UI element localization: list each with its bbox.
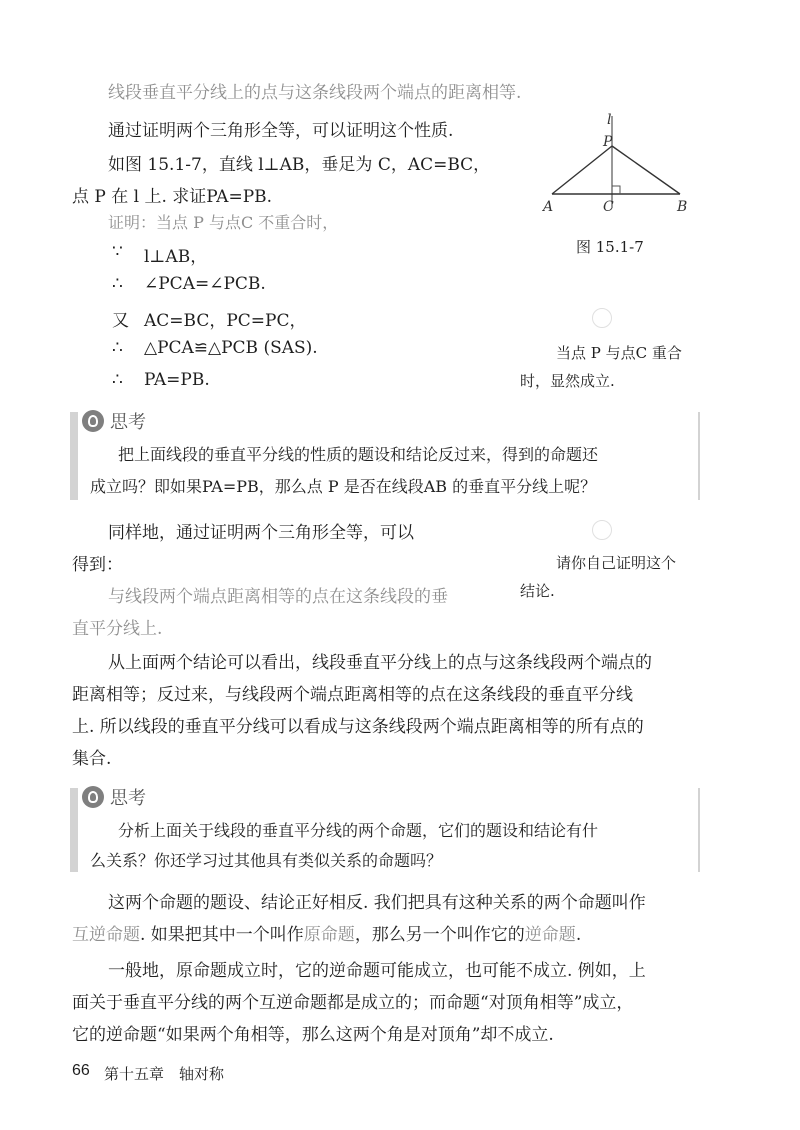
para-2-line-2 [72,920,581,945]
think-header-2 [82,784,146,810]
similar-line-1: 同样地，通过证明两个三角形全等，可以 [108,523,414,543]
side-note-1-line-2: 时，显然成立. [520,372,615,390]
term-original-proposition: 原命题 [303,925,355,945]
proof-sym-1: ∴ [112,274,123,294]
proof-sym-3: ∴ [112,338,123,358]
side-note-2-line-1: 请你自己证明这个 [556,554,677,572]
figure-label-p: P [603,134,613,150]
side-note-2-line-2: 结论. [520,582,555,600]
theorem-2-line-1: 与线段两个端点距离相等的点在这条线段的垂 [108,587,448,607]
page-number: 66 [72,1062,90,1079]
figure-label-l: l [607,112,612,128]
proof-line-2: AC=BC，PC=PC， [144,311,307,331]
term-inverse-proposition: 逆命题 [524,925,576,945]
lightbulb-icon [82,410,104,432]
proof-title: 证明：当点 P 与点C 不重合时， [108,213,339,232]
think-box-2 [70,788,700,872]
think-box-1 [70,412,700,500]
proof-line-1: ∠PCA=∠PCB. [144,274,266,294]
para-2-text-f: . [575,925,582,945]
right-angle-mark [612,186,620,194]
margin-circle-2 [592,520,612,540]
proof-line-3: △PCA≌△PCB (SAS). [144,338,318,358]
proof-sym-0: ∵ [112,242,123,262]
think-2-line-1: 分析上面关于线段的垂直平分线的两个命题，它们的题设和结论有什 [118,821,599,840]
think-header-1 [82,408,146,434]
para-2-text-b: . 如果把其中一个叫作 [140,925,304,945]
proof-sym-2: 又 [112,311,129,331]
para-3-line-1: 一般地，原命题成立时，它的逆命题可能成立，也可能不成立. 例如，上 [108,961,646,981]
side-note-1-line-1: 当点 P 与点C 重合 [556,344,682,362]
theorem-2-line-2: 直平分线上. [72,619,163,639]
think-title-2: 思考 [110,788,146,808]
setup-line-1: 如图 15.1-7，直线 l⊥AB，垂足为 C，AC=BC， [108,155,491,175]
intro-text: 通过证明两个三角形全等，可以证明这个性质. [108,121,454,141]
think-title-1: 思考 [110,412,146,432]
setup-line-2: 点 P 在 l 上. 求证PA=PB. [72,187,273,207]
term-inverse-propositions: 互逆命题 [72,925,140,945]
think-1-line-2: 成立吗？即如果PA=PB，那么点 P 是否在线段AB 的垂直平分线上呢？ [90,477,597,496]
para-1-line-4: 集合. [72,749,112,769]
similar-line-2: 得到： [72,555,123,575]
figure-caption: 图 15.1-7 [576,238,644,256]
triangle-figure [535,108,705,218]
para-1-line-2: 距离相等；反过来，与线段两个端点距离相等的点在这条线段的垂直平分线 [72,685,633,705]
lightbulb-icon [82,786,104,808]
segment-pa [552,146,612,194]
think-1-line-1: 把上面线段的垂直平分线的性质的题设和结论反过来，得到的命题还 [118,445,599,464]
para-2-text-d: ，那么另一个叫作它的 [354,925,525,945]
para-3-line-3: 它的逆命题“如果两个角相等，那么这两个角是对顶角”却不成立. [72,1025,554,1045]
figure-label-b: B [677,199,688,215]
chapter-title: 第十五章 轴对称 [104,1065,225,1083]
margin-circle-1 [592,308,612,328]
proof-sym-4: ∴ [112,370,123,390]
para-1-line-3: 上. 所以线段的垂直平分线可以看成与这条线段两个端点距离相等的所有点的 [72,717,644,737]
segment-pb [612,146,680,194]
para-3-line-2: 面关于垂直平分线的两个互逆命题都是成立的；而命题“对顶角相等”成立， [72,993,634,1013]
para-2-line-1: 这两个命题的题设、结论正好相反. 我们把具有这种关系的两个命题叫作 [108,893,646,913]
para-1-line-1: 从上面两个结论可以看出，线段垂直平分线上的点与这条线段两个端点的 [108,653,652,673]
figure-label-c: C [603,199,614,215]
figure-label-a: A [543,199,554,215]
theorem-1: 线段垂直平分线上的点与这条线段两个端点的距离相等. [108,83,522,103]
proof-line-4: PA=PB. [144,370,210,390]
proof-line-0: l⊥AB， [144,247,208,267]
think-2-line-2: 么关系？你还学习过其他具有类似关系的命题吗？ [90,851,443,870]
